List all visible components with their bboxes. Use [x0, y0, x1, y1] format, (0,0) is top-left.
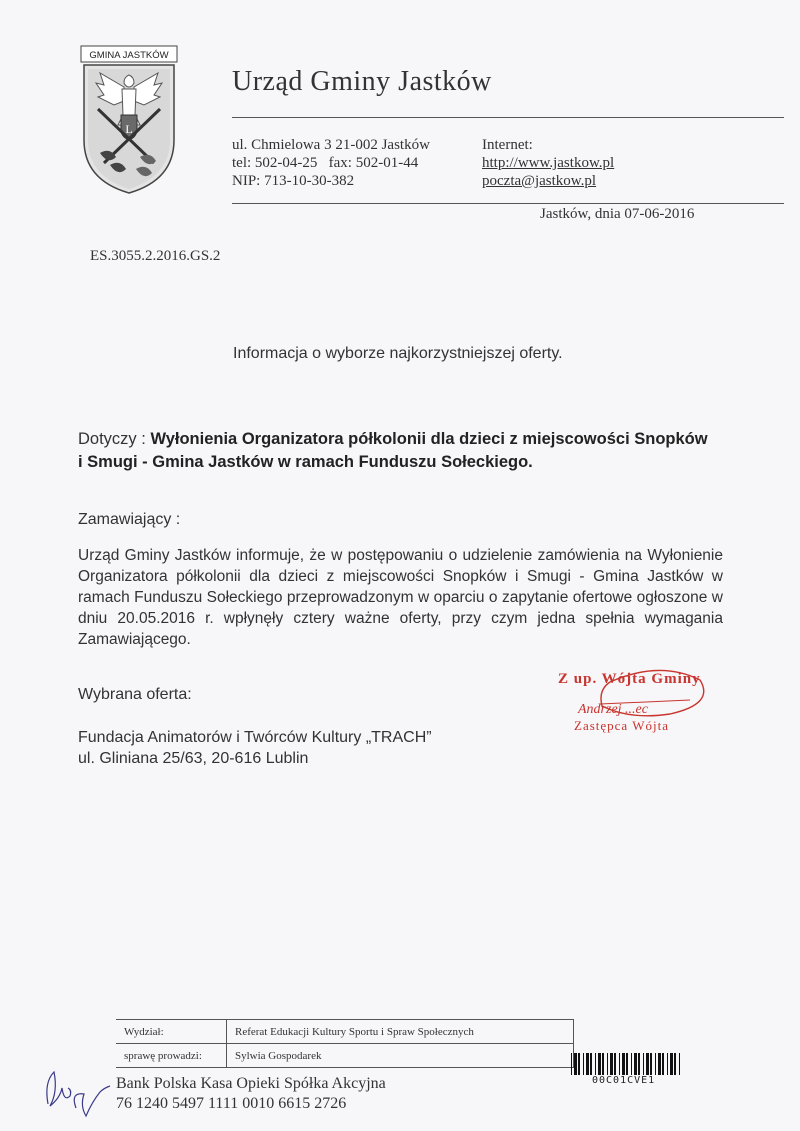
barcode-bar [622, 1053, 625, 1075]
barcode-bar [610, 1053, 613, 1075]
email-link[interactable]: poczta@jastkow.pl [482, 173, 597, 189]
barcode-bar [662, 1053, 664, 1075]
barcode-bar [614, 1053, 616, 1075]
table-row [116, 1044, 574, 1068]
barcode-bar [658, 1053, 661, 1075]
subject-line-1: Wyłonienia Organizatora półkolonii dla dzieci z miejscowości Snopków [150, 430, 708, 448]
selected-offer-name: Fundacja Animatorów i Twórców Kultury „TRACH” [78, 729, 432, 746]
bank-details [116, 1074, 386, 1114]
barcode-bar [574, 1053, 577, 1075]
municipality-crest-icon [80, 45, 178, 195]
barcode-bar [638, 1053, 640, 1075]
info-title: Informacja o wyborze najkorzystniejszej oferty. [233, 345, 563, 362]
crest-label: GMINA JASTKÓW [89, 50, 169, 61]
department-label: Wydział: [116, 1020, 227, 1044]
barcode-bar [598, 1053, 601, 1075]
header-divider-top [232, 117, 784, 118]
internet-block [482, 136, 614, 190]
subject-block [78, 428, 728, 474]
bank-account: 76 1240 5497 1111 0010 6615 2726 [116, 1095, 347, 1112]
barcode-bar [674, 1053, 676, 1075]
barcode-bar [650, 1053, 652, 1075]
barcode-text: 00C01CVE1 [592, 1075, 656, 1086]
barcode-bar [578, 1053, 580, 1075]
handwritten-initials-icon [40, 1062, 115, 1122]
stamp-line-2: Andrzej ...ec [578, 702, 648, 717]
stamp-line-1: Z up. Wójta Gminy [558, 671, 701, 687]
selected-offer [78, 727, 432, 769]
selected-offer-address: ul. Gliniana 25/63, 20-616 Lublin [78, 750, 309, 767]
barcode-bar [643, 1053, 644, 1075]
barcode-bar [670, 1053, 673, 1075]
header-divider-bottom [232, 203, 784, 204]
address-nip: NIP: 713-10-30-382 [232, 173, 355, 189]
address-street: ul. Chmielowa 3 21-002 Jastków [232, 137, 430, 153]
barcode-bar [679, 1053, 680, 1075]
selected-offer-label: Wybrana oferta: [78, 686, 192, 703]
barcode-icon [571, 1053, 681, 1075]
barcode-bar [646, 1053, 649, 1075]
barcode-bar [667, 1053, 668, 1075]
handler-value: Sylwia Gospodarek [227, 1044, 574, 1068]
department-value: Referat Edukacji Kultury Sportu i Spraw Społecznych [227, 1020, 574, 1044]
letter-date: Jastków, dnia 07-06-2016 [540, 206, 695, 222]
barcode-bar [590, 1053, 592, 1075]
barcode-bar [607, 1053, 608, 1075]
barcode-bar [634, 1053, 637, 1075]
reference-number: ES.3055.2.2016.GS.2 [90, 248, 221, 264]
handler-label: sprawę prowadzi: [116, 1044, 227, 1068]
crest-letter: L [125, 122, 133, 136]
subject-line-2: i Smugi - Gmina Jastków w ramach Funduszu Sołeckiego. [78, 453, 533, 471]
internet-label: Internet: [482, 137, 533, 153]
barcode-bar [626, 1053, 628, 1075]
barcode-bar [583, 1053, 584, 1075]
barcode-bar [655, 1053, 656, 1075]
orderer-label: Zamawiający : [78, 511, 181, 528]
subject-label: Dotyczy : [78, 430, 151, 448]
stamp-line-3: Zastępca Wójta [574, 718, 669, 733]
office-title: Urząd Gminy Jastków [232, 66, 492, 97]
website-link[interactable]: http://www.jastkow.pl [482, 155, 615, 171]
bank-name: Bank Polska Kasa Opieki Spółka Akcyjna [116, 1075, 386, 1092]
barcode-bar [631, 1053, 632, 1075]
table-row [116, 1020, 574, 1044]
barcode-bar [602, 1053, 604, 1075]
barcode-bar [595, 1053, 596, 1075]
office-address [232, 136, 430, 190]
address-phone: tel: 502-04-25 fax: 502-01-44 [232, 155, 419, 171]
barcode-bar [586, 1053, 589, 1075]
footer-table [116, 1019, 574, 1068]
barcode-bar [619, 1053, 620, 1075]
body-paragraph: Urząd Gminy Jastków informuje, że w postępowaniu o udzielenie zamówienia na Wyłonienie Organizatora półkolonii dla dzieci z miejscowości Snopków i Smugi - Gmina Jastków w ramach Funduszu Sołeckiego przeprowadzonym w oparciu o zapytanie ofertowe ogłoszone w dniu 20.05.2016 r. wpłynęły cztery ważne oferty, przy czym jedna spełnia wymagania Zamawiającego. [78, 547, 723, 648]
barcode-bar [571, 1053, 572, 1075]
